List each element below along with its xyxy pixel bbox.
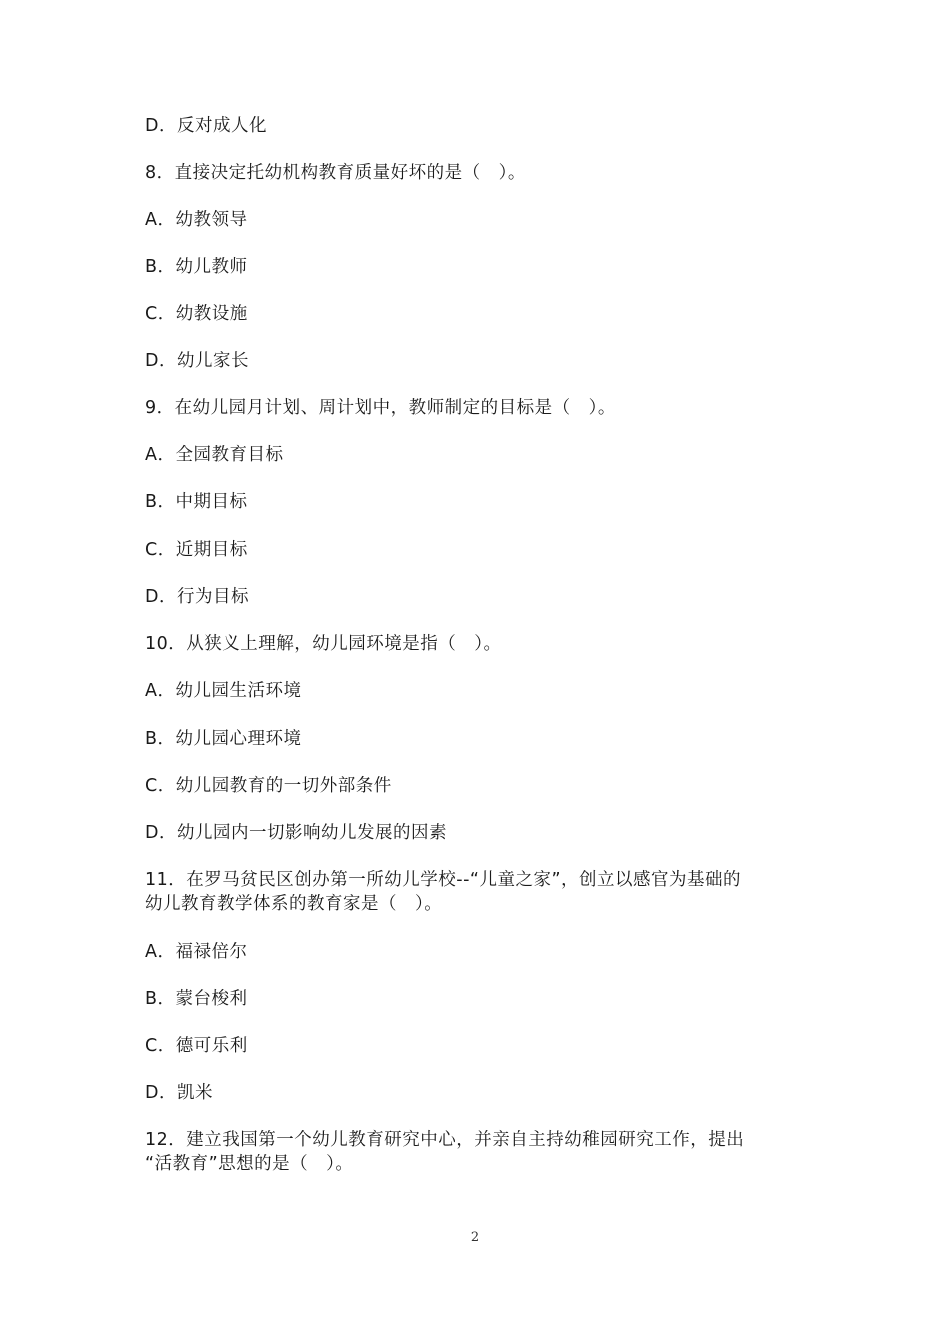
option-c-q9: C．近期目标	[145, 540, 248, 560]
question-11-line-2: 幼儿教育教学体系的教育家是（ ）。	[145, 894, 443, 914]
option-d-q8: D．幼儿家长	[145, 351, 249, 371]
option-a-q9: A．全园教育目标	[145, 445, 284, 465]
option-a-q10: A．幼儿园生活环境	[145, 681, 302, 701]
option-b-q11: B．蒙台梭利	[145, 989, 248, 1009]
option-d-q10: D．幼儿园内一切影响幼儿发展的因素	[145, 823, 447, 843]
option-a-q8: A．幼教领导	[145, 210, 248, 230]
option-d-q7: D．反对成人化	[145, 116, 267, 136]
question-12-line-2: “活教育”思想的是（ ）。	[145, 1154, 354, 1174]
option-b-q9: B．中期目标	[145, 492, 248, 512]
option-c-q11: C．德可乐利	[145, 1036, 248, 1056]
page-number: 2	[470, 1230, 480, 1245]
question-10: 10．从狭义上理解，幼儿园环境是指（ ）。	[145, 634, 502, 654]
question-9: 9．在幼儿园月计划、周计划中，教师制定的目标是（ ）。	[145, 398, 616, 418]
option-a-q11: A．福禄倍尔	[145, 942, 248, 962]
option-c-q8: C．幼教设施	[145, 304, 248, 324]
option-d-q11: D．凯米	[145, 1083, 213, 1103]
option-c-q10: C．幼儿园教育的一切外部条件	[145, 776, 392, 796]
option-d-q9: D．行为目标	[145, 587, 249, 607]
question-11-line-1: 11．在罗马贫民区创办第一所幼儿学校--“儿童之家”，创立以感官为基础的	[145, 870, 742, 890]
option-b-q8: B．幼儿教师	[145, 257, 248, 277]
option-b-q10: B．幼儿园心理环境	[145, 729, 302, 749]
question-12-line-1: 12．建立我国第一个幼儿教育研究中心，并亲自主持幼稚园研究工作，提出	[145, 1130, 745, 1150]
question-8: 8．直接决定托幼机构教育质量好坏的是（ ）。	[145, 163, 526, 183]
